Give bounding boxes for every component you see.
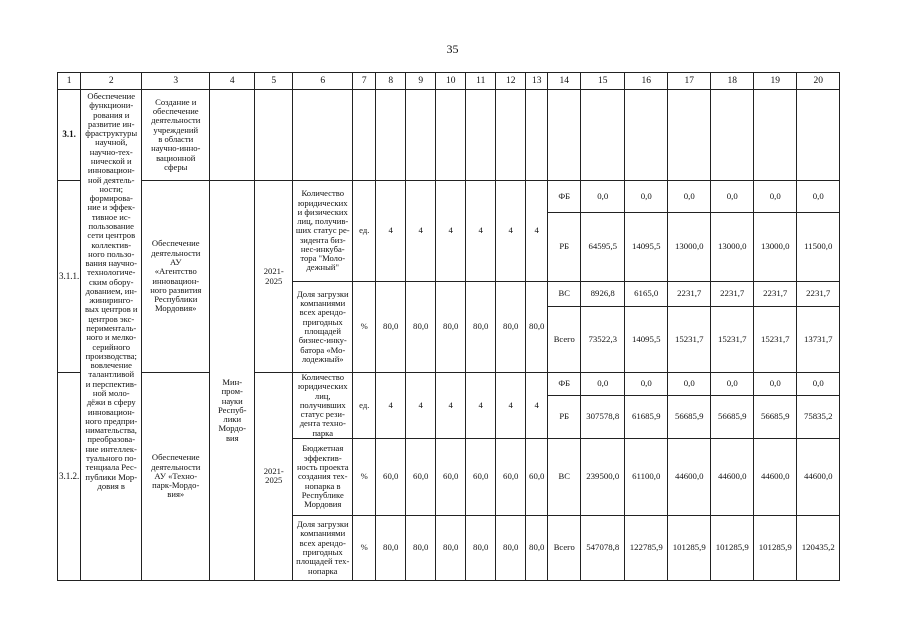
col-header: 4 bbox=[210, 73, 255, 90]
measure-name: Создание и обеспечение деятельности учреждений в области научно-инно- вационной сферы bbox=[142, 90, 210, 181]
finance-value: 0,0 bbox=[754, 373, 797, 396]
row-code: 3.1. bbox=[58, 90, 81, 181]
indicator-value: 80,0 bbox=[526, 515, 548, 580]
finance-value: 122785,9 bbox=[625, 515, 668, 580]
finance-value: 0,0 bbox=[668, 373, 711, 396]
indicator-value: 80,0 bbox=[376, 282, 406, 373]
indicator-value: 80,0 bbox=[466, 515, 496, 580]
indicator-value: 60,0 bbox=[376, 438, 406, 515]
table-row bbox=[58, 373, 840, 396]
finance-value: 11500,0 bbox=[797, 213, 840, 282]
finance-value: 8926,8 bbox=[581, 282, 625, 307]
finance-value: 44600,0 bbox=[754, 438, 797, 515]
indicator-unit: ед. bbox=[353, 181, 376, 282]
indicator-name: Доля загрузки компаниями всех арендо- пригодных площадей тех- нопарка bbox=[293, 515, 353, 580]
indicator-unit: % bbox=[353, 282, 376, 373]
indicator-value: 60,0 bbox=[496, 438, 526, 515]
col-header: 5 bbox=[255, 73, 293, 90]
col-header: 8 bbox=[376, 73, 406, 90]
indicator-value: 80,0 bbox=[496, 515, 526, 580]
col-header: 2 bbox=[81, 73, 142, 90]
col-header: 3 bbox=[142, 73, 210, 90]
finance-value: 56685,9 bbox=[754, 395, 797, 438]
finance-value: 15231,7 bbox=[754, 307, 797, 373]
finance-value: 56685,9 bbox=[711, 395, 754, 438]
indicator-name: Доля загрузки компаниями всех арендо- пригодных площадей бизнес-инку- батора «Мо- лодежный» bbox=[293, 282, 353, 373]
indicator-value: 80,0 bbox=[406, 282, 436, 373]
indicator-value: 4 bbox=[466, 181, 496, 282]
col-header: 20 bbox=[797, 73, 840, 90]
col-header: 19 bbox=[754, 73, 797, 90]
indicator-value: 80,0 bbox=[436, 515, 466, 580]
period: 2021- 2025 bbox=[255, 373, 293, 581]
finance-value: 0,0 bbox=[581, 373, 625, 396]
finance-value: 61100,0 bbox=[625, 438, 668, 515]
col-header: 18 bbox=[711, 73, 754, 90]
indicator-value: 4 bbox=[466, 373, 496, 439]
finance-value: 13000,0 bbox=[754, 213, 797, 282]
finance-value: 13000,0 bbox=[711, 213, 754, 282]
col-header: 16 bbox=[625, 73, 668, 90]
indicator-value: 4 bbox=[496, 181, 526, 282]
measure-name: Обеспечение деятельности АУ «Агентство инновацион- ного развития Республики Мордовия» bbox=[142, 181, 210, 373]
indicator-unit: % bbox=[353, 438, 376, 515]
col-header: 6 bbox=[293, 73, 353, 90]
indicator-value: 80,0 bbox=[436, 282, 466, 373]
task-description: Обеспечение функциони- рования и развитие ин- фраструктуры научной, научно-тех- нической и инновацион- ной деятель- ности; формирова- ние и эффек- тивное ис- пользование сети центров коллектив- ного пользо- вания научно- технологиче- ским обору- дованием, ин- жиниринго- вых центров и центров экс- перименталь- ного и мелко- серийного производства; вовлечение талантливой и перспектив- ной моло- дёжи в сферу инновацион- ного предпри- нимательства, преобразова- ние интеллек- туального по- тенциала Рес- публики Мор- довия в bbox=[81, 90, 142, 581]
finance-value: 0,0 bbox=[668, 181, 711, 213]
indicator-value: 60,0 bbox=[466, 438, 496, 515]
indicator-value: 80,0 bbox=[376, 515, 406, 580]
finance-value: 73522,3 bbox=[581, 307, 625, 373]
finance-value: 13000,0 bbox=[668, 213, 711, 282]
finance-value: 14095,5 bbox=[625, 307, 668, 373]
row-code: 3.1.1. bbox=[58, 181, 81, 373]
indicator-value: 4 bbox=[436, 181, 466, 282]
program-table bbox=[57, 72, 840, 581]
indicator-value: 4 bbox=[406, 181, 436, 282]
indicator-value: 80,0 bbox=[406, 515, 436, 580]
indicator-value: 60,0 bbox=[526, 438, 548, 515]
finance-value: 0,0 bbox=[797, 181, 840, 213]
finance-value: 44600,0 bbox=[711, 438, 754, 515]
finance-value: 6165,0 bbox=[625, 282, 668, 307]
finance-value: 15231,7 bbox=[668, 307, 711, 373]
finance-value: 120435,2 bbox=[797, 515, 840, 580]
indicator-value: 60,0 bbox=[436, 438, 466, 515]
col-header: 1 bbox=[58, 73, 81, 90]
finance-source: ФБ bbox=[548, 181, 581, 213]
finance-value: 101285,9 bbox=[668, 515, 711, 580]
row-code: 3.1.2. bbox=[58, 373, 81, 581]
indicator-name: Количество юридических и физических лиц, получив- ших статус ре- зидента биз- нес-инкуба- тора "Моло- дежный" bbox=[293, 181, 353, 282]
finance-value: 15231,7 bbox=[711, 307, 754, 373]
executor: Мин- пром- науки Респуб- лики Мордо- вия bbox=[210, 181, 255, 581]
finance-value: 0,0 bbox=[625, 181, 668, 213]
finance-source: ВС bbox=[548, 282, 581, 307]
finance-value: 0,0 bbox=[711, 181, 754, 213]
finance-value: 0,0 bbox=[797, 373, 840, 396]
col-header: 14 bbox=[548, 73, 581, 90]
indicator-unit: ед. bbox=[353, 373, 376, 439]
finance-value: 2231,7 bbox=[668, 282, 711, 307]
finance-value: 14095,5 bbox=[625, 213, 668, 282]
finance-value: 44600,0 bbox=[668, 438, 711, 515]
col-header: 9 bbox=[406, 73, 436, 90]
finance-value: 0,0 bbox=[711, 373, 754, 396]
period: 2021- 2025 bbox=[255, 181, 293, 373]
col-header: 17 bbox=[668, 73, 711, 90]
indicator-value: 4 bbox=[406, 373, 436, 439]
indicator-value: 80,0 bbox=[466, 282, 496, 373]
finance-source: ФБ bbox=[548, 373, 581, 396]
indicator-value: 60,0 bbox=[406, 438, 436, 515]
table-row bbox=[58, 181, 840, 212]
col-header: 11 bbox=[466, 73, 496, 90]
indicator-value: 4 bbox=[436, 373, 466, 439]
col-header: 10 bbox=[436, 73, 466, 90]
finance-value: 0,0 bbox=[754, 181, 797, 213]
finance-source: Всего bbox=[548, 515, 581, 580]
finance-value: 13731,7 bbox=[797, 307, 840, 373]
indicator-value: 80,0 bbox=[496, 282, 526, 373]
finance-source: Всего bbox=[548, 307, 581, 373]
finance-value: 101285,9 bbox=[754, 515, 797, 580]
indicator-unit: % bbox=[353, 515, 376, 580]
finance-source: РБ bbox=[548, 395, 581, 438]
indicator-name: Количество юридических лиц, получивших статус рези- дента техно- парка bbox=[293, 373, 353, 439]
indicator-value: 4 bbox=[376, 373, 406, 439]
indicator-value: 4 bbox=[496, 373, 526, 439]
col-header: 7 bbox=[353, 73, 376, 90]
finance-value: 64595,5 bbox=[581, 213, 625, 282]
col-header: 13 bbox=[526, 73, 548, 90]
finance-value: 2231,7 bbox=[797, 282, 840, 307]
finance-value: 547078,8 bbox=[581, 515, 625, 580]
finance-value: 0,0 bbox=[625, 373, 668, 396]
finance-source: РБ bbox=[548, 213, 581, 282]
indicator-value: 4 bbox=[526, 181, 548, 282]
indicator-name: Бюджетная эффектив- ность проекта создания тех- нопарка в Республике Мордовия bbox=[293, 438, 353, 515]
finance-value: 2231,7 bbox=[754, 282, 797, 307]
indicator-value: 80,0 bbox=[526, 282, 548, 373]
measure-name: Обеспечение деятельности АУ «Техно- парк-Мордо- вия» bbox=[142, 373, 210, 581]
indicator-value: 4 bbox=[526, 373, 548, 439]
page-number: 35 bbox=[446, 42, 459, 56]
finance-value: 101285,9 bbox=[711, 515, 754, 580]
column-number-row bbox=[58, 73, 840, 90]
table-row-3-1 bbox=[58, 90, 840, 181]
finance-value: 75835,2 bbox=[797, 395, 840, 438]
finance-value: 56685,9 bbox=[668, 395, 711, 438]
finance-value: 61685,9 bbox=[625, 395, 668, 438]
col-header: 15 bbox=[581, 73, 625, 90]
col-header: 12 bbox=[496, 73, 526, 90]
finance-source: ВС bbox=[548, 438, 581, 515]
finance-value: 44600,0 bbox=[797, 438, 840, 515]
finance-value: 307578,8 bbox=[581, 395, 625, 438]
indicator-value: 4 bbox=[376, 181, 406, 282]
finance-value: 2231,7 bbox=[711, 282, 754, 307]
finance-value: 239500,0 bbox=[581, 438, 625, 515]
finance-value: 0,0 bbox=[581, 181, 625, 213]
